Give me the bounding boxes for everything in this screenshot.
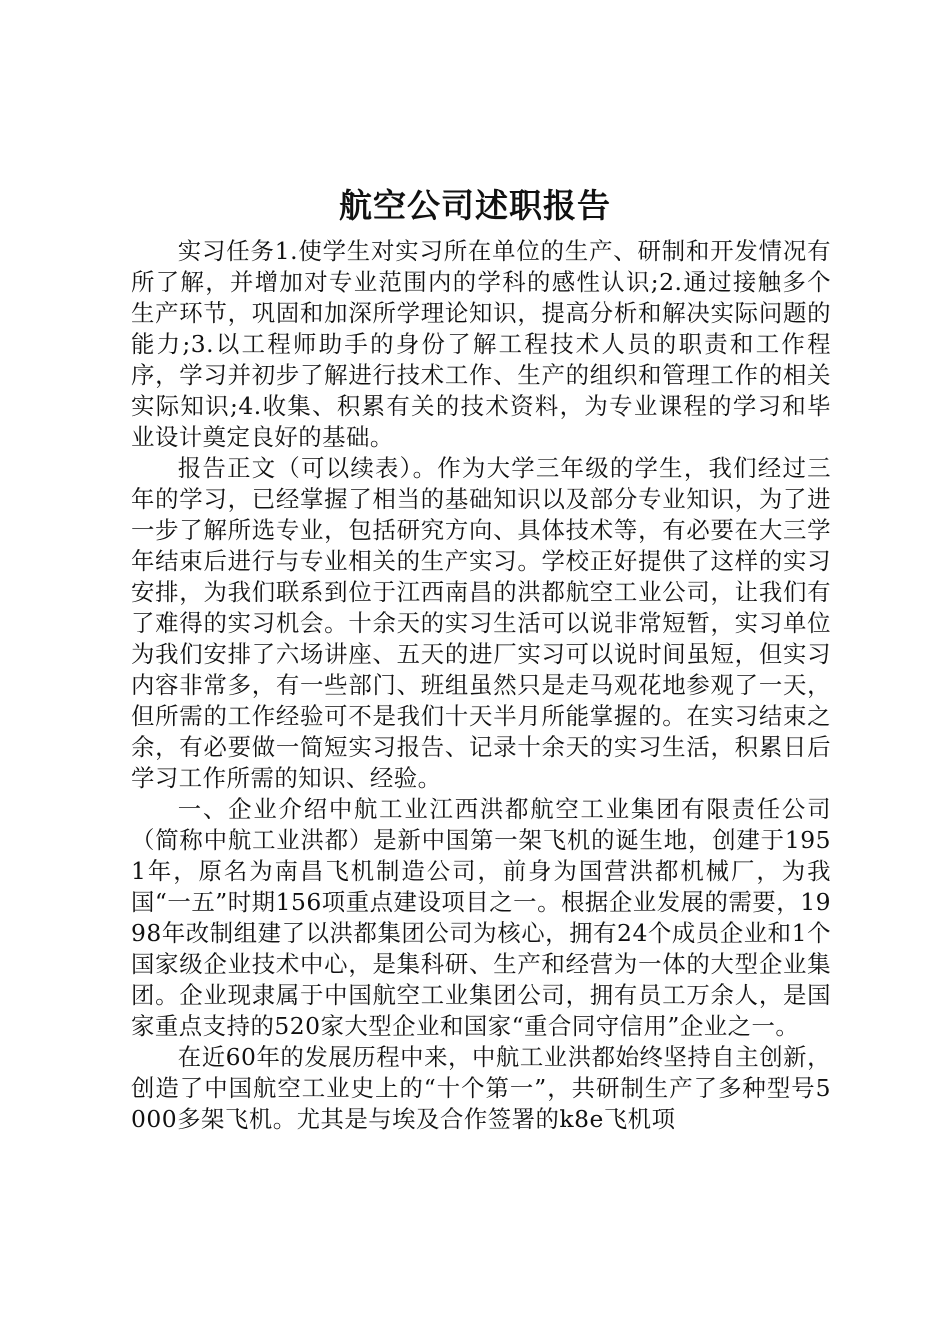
document-title: 航空公司述职报告 <box>339 186 611 225</box>
document-body <box>131 236 831 1135</box>
paragraph-company-intro: 一、企业介绍中航工业江西洪都航空工业集团有限责任公司（简称中航工业洪都）是新中国第一架飞机的诞生地，创建于1951年，原名为南昌飞机制造公司，前身为国营洪都机械厂，为我国“一五”时期156项重点建设项目之一。根据企业发展的需要，1998年改制组建了以洪都集团公司为核心，拥有24个成员企业和1个国家级企业技术中心，是集科研、生产和经营为一体的大型企业集团。企业现隶属于中国航空工业集团公司，拥有员工万余人，是国家重点支持的520家大型企业和国家“重合同守信用”企业之一。 <box>131 795 831 1040</box>
paragraph-report-body: 报告正文（可以续表）。作为大学三年级的学生，我们经过三年的学习，已经掌握了相当的基础知识以及部分专业知识，为了进一步了解所选专业，包括研究方向、具体技术等，有必要在大三学年结束后进行与专业相关的生产实习。学校正好提供了这样的实习安排，为我们联系到位于江西南昌的洪都航空工业公司，让我们有了难得的实习机会。十余天的实习生活可以说非常短暂，实习单位为我们安排了六场讲座、五天的进厂实习可以说时间虽短，但实习内容非常多，有一些部门、班组虽然只是走马观花地参观了一天，但所需的工作经验可不是我们十天半月所能掌握的。在实习结束之余，有必要做一简短实习报告、记录十余天的实习生活，积累日后学习工作所需的知识、经验。 <box>131 454 831 792</box>
paragraph-internship-tasks: 实习任务1.使学生对实习所在单位的生产、研制和开发情况有所了解，并增加对专业范围内的学科的感性认识;2.通过接触多个生产环节，巩固和加深所学理论知识，提高分析和解决实际问题的能力;3.以工程师助手的身份了解工程技术人员的职责和工作程序，学习并初步了解进行技术工作、生产的组织和管理工作的相关实际知识;4.收集、积累有关的技术资料，为专业课程的学习和毕业设计奠定良好的基础。 <box>131 237 831 451</box>
paragraph-development-history: 在近60年的发展历程中来，中航工业洪都始终坚持自主创新，创造了中国航空工业史上的“十个第一”，共研制生产了多种型号5000多架飞机。尤其是与埃及合作签署的k8e飞机项 <box>131 1043 831 1133</box>
